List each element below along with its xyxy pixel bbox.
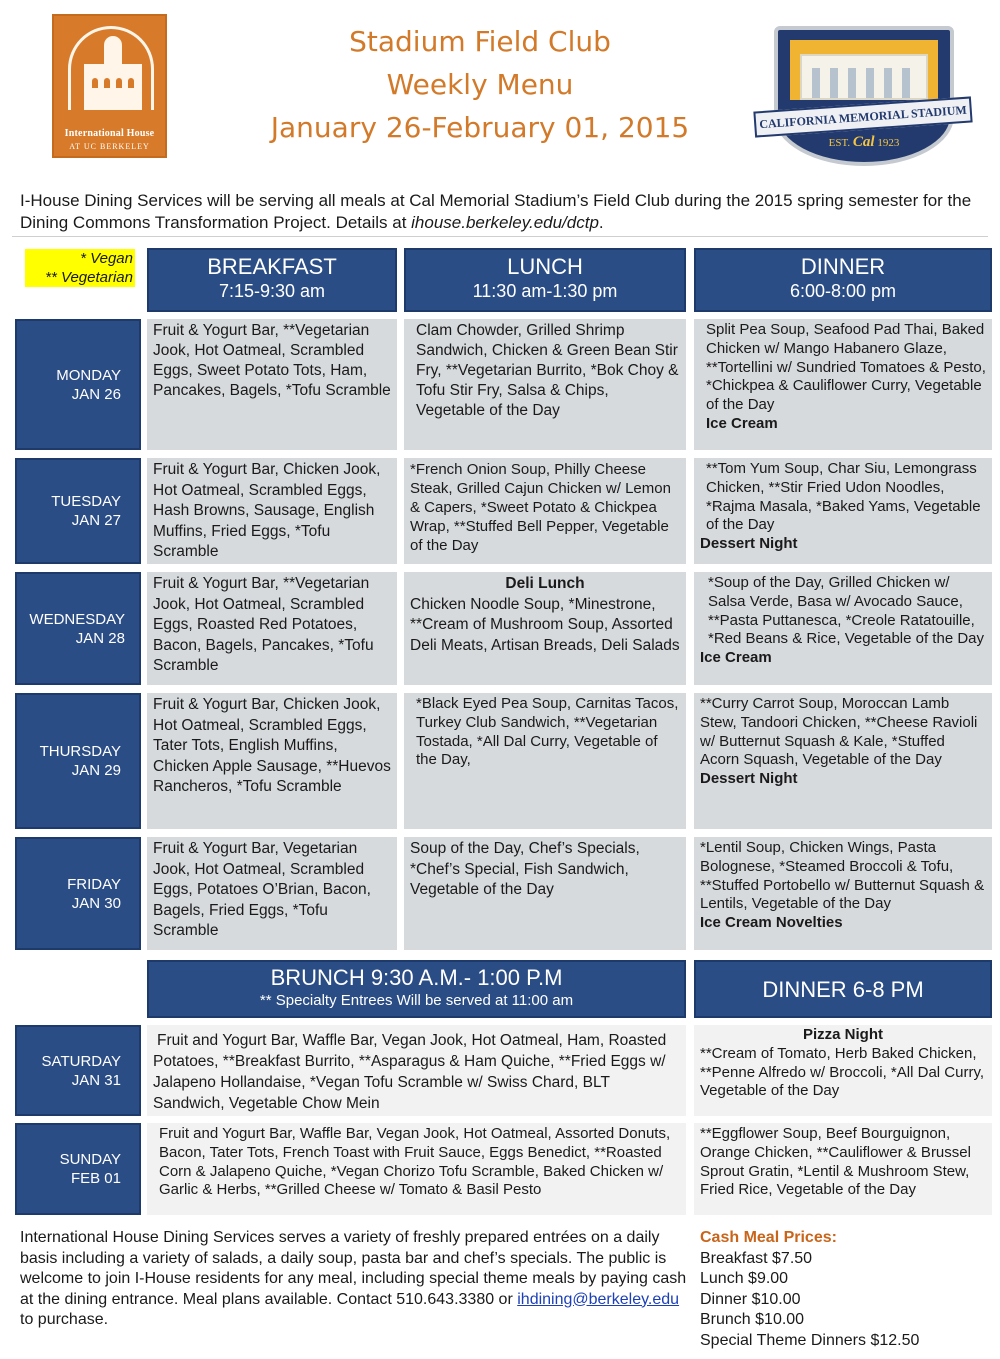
dinner-friday: *Lentil Soup, Chicken Wings, Pasta Bolognese, *Steamed Broccoli & Tofu, **Stuffed Portobello w/ Butternut Squash & Lentils, Vegetable of the Day Ice Cream Novelties — [694, 837, 992, 950]
day-saturday: SATURDAY JAN 31 — [15, 1025, 141, 1116]
breakfast-thursday: Fruit & Yogurt Bar, Chicken Jook, Hot Oatmeal, Scrambled Eggs, Tater Tots, English Muffins, Chicken Apple Sausage, **Huevos Rancheros, *Tofu Scramble — [147, 693, 397, 829]
day-tuesday: TUESDAY JAN 27 — [15, 458, 141, 564]
intro-text: I-House Dining Services will be serving all meals at Cal Memorial Stadium’s Field Club during the 2015 spring semester for the Dining Commons Transformation Project. Details at ihouse.berkeley.edu/dctp. — [20, 191, 972, 232]
brunch-sunday: Fruit and Yogurt Bar, Waffle Bar, Vegan Jook, Hot Oatmeal, Assorted Donuts, Bacon, Tater Tots, French Toast with Fruit Sauce, Eggs Benedict, **Roasted Corn & Jalapeno Quiche, *Vegan Chorizo Tofu Scramble, Baked Chicken w/ Garlic & Herbs, **Grilled Cheese w/ Tomato & Basil Pesto — [147, 1123, 686, 1215]
prices-title: Cash Meal Prices: — [700, 1229, 837, 1246]
date-range: January 26-February 01, 2015 — [270, 111, 690, 144]
dinner-thursday: **Curry Carrot Soup, Moroccan Lamb Stew, Tandoori Chicken, **Cheese Ravioli w/ Butternut Squash & Kale, *Stuffed Acorn Squash, Vegetable of the Day Dessert Night — [694, 693, 992, 829]
legend-vegan: * Vegan — [25, 249, 135, 268]
lunch-tuesday: *French Onion Soup, Philly Cheese Steak, Grilled Cajun Chicken w/ Lemon & Capers, *Sweet Potato & Chickpea Wrap, **Stuffed Bell Pepper, Vegetable of the Day — [404, 458, 686, 564]
dinner-wednesday: *Soup of the Day, Grilled Chicken w/ Salsa Verde, Basa w/ Avocado Sauce, **Pasta Puttanesca, *Creole Ratatouille, *Red Beans & Rice, Vegetable of the Day Ice Cream — [694, 572, 992, 685]
day-wednesday: WEDNESDAY JAN 28 — [15, 572, 141, 685]
header-breakfast: BREAKFAST 7:15-9:30 am — [147, 248, 397, 312]
dinner-tuesday: **Tom Yum Soup, Char Siu, Lemongrass Chicken, **Stir Fried Udon Noodles, *Rajma Masala, *Baked Yams, Vegetable of the Day Dessert Night — [694, 458, 992, 564]
day-sunday: SUNDAY FEB 01 — [15, 1123, 141, 1215]
price-dinner: Dinner $10.00 — [700, 1290, 801, 1308]
brunch-saturday: Fruit and Yogurt Bar, Waffle Bar, Vegan Jook, Hot Oatmeal, Ham, Roasted Potatoes, **Breakfast Burrito, **Asparagus & Ham Quiche, **Fried Eggs w/ Jalapeno Hollandaise, *Vegan Tofu Scramble w/ Swiss Chard, BLT Sandwich, Vegetable Chow Mein — [147, 1025, 686, 1116]
stadium-banner: CALIFORNIA MEMORIAL STADIUM — [753, 96, 972, 137]
price-special-theme: Special Theme Dinners $12.50 — [700, 1331, 920, 1349]
brunch-note: ** Specialty Entrees Will be served at 11:00 am — [259, 992, 574, 1009]
lunch-wednesday: Deli Lunch Chicken Noodle Soup, *Minestrone, **Cream of Mushroom Soup, Assorted Deli Meats, Artisan Breads, Deli Salads — [404, 572, 686, 685]
divider — [12, 236, 988, 237]
header-brunch: BRUNCH 9:30 A.M.- 1:00 P.M ** Specialty Entrees Will be served at 11:00 am — [147, 960, 686, 1018]
lunch-thursday: *Black Eyed Pea Soup, Carnitas Tacos, Turkey Club Sandwich, **Vegetarian Tostada, *All Dal Curry, Vegetable of the Day, — [404, 693, 686, 829]
page-title: Stadium Field Club — [349, 25, 611, 58]
header-dinner: DINNER 6:00-8:00 pm — [694, 248, 992, 312]
price-breakfast: Breakfast $7.50 — [700, 1249, 813, 1267]
breakfast-friday: Fruit & Yogurt Bar, Vegetarian Jook, Hot Oatmeal, Scrambled Eggs, Potatoes O’Brian, Bacon, Bagels, Fried Eggs, *Tofu Scramble — [147, 837, 397, 950]
header-weekend-dinner: DINNER 6-8 PM — [694, 960, 992, 1018]
stadium-est: EST. Cal 1923 — [828, 134, 900, 150]
breakfast-tuesday: Fruit & Yogurt Bar, Chicken Jook, Hot Oatmeal, Scrambled Eggs, Hash Browns, Sausage, English Muffins, Fried Eggs, *Tofu Scramble — [147, 458, 397, 564]
diet-legend — [25, 249, 135, 287]
breakfast-wednesday: Fruit & Yogurt Bar, **Vegetarian Jook, Hot Oatmeal, Scrambled Eggs, Roasted Red Potatoes, Bacon, Bagels, Pancakes, *Tofu Scramble — [147, 572, 397, 685]
dinner-monday: Split Pea Soup, Seafood Pad Thai, Baked Chicken w/ Mango Habanero Glaze, **Tortellini w/ Sundried Tomatoes & Pesto, *Chickpea & Cauliflower Curry, Vegetable of the Day Ice Cream — [694, 319, 992, 450]
day-monday: MONDAY JAN 26 — [15, 319, 141, 450]
price-lunch: Lunch $9.00 — [700, 1270, 789, 1287]
lunch-friday: Soup of the Day, Chef’s Specials, *Chef’s Special, Fish Sandwich, Vegetable of the Day — [404, 837, 686, 950]
header-lunch: LUNCH 11:30 am-1:30 pm — [404, 248, 686, 312]
international-house-logo — [52, 14, 167, 158]
page-subtitle: Weekly Menu — [386, 68, 574, 101]
footer-info: International House Dining Services serves a variety of freshly prepared entrées on a daily basis including a variety of salads, a daily soup, pasta bar and chef’s specials. The public is welcome to join I-House residents for any meal, including special theme meals by paying cash at the dining entrance. Meal plans available. Contact 510.643.3380 or ihdining@berkeley.edu to purchase. — [20, 1229, 687, 1328]
logo-line-1: International House — [64, 128, 155, 139]
day-thursday: THURSDAY JAN 29 — [15, 693, 141, 829]
legend-vegetarian: ** Vegetarian — [25, 268, 135, 287]
cash-meal-prices — [700, 1228, 990, 1351]
lunch-monday: Clam Chowder, Grilled Shrimp Sandwich, Chicken & Green Bean Stir Fry, **Vegetarian Burrito, *Bok Choy & Tofu Stir Fry, Salsa & Chips, Vegetable of the Day — [404, 319, 686, 450]
dinner-saturday: Pizza Night **Cream of Tomato, Herb Baked Chicken, **Penne Alfredo w/ Broccoli, *All Dal Curry, Vegetable of the Day — [694, 1025, 992, 1116]
logo-line-2: AT UC BERKELEY — [69, 142, 150, 151]
price-brunch: Brunch $10.00 — [700, 1311, 805, 1328]
california-memorial-stadium-logo — [754, 26, 972, 172]
intro-link[interactable]: ihouse.berkeley.edu/dctp — [411, 213, 599, 232]
breakfast-monday: Fruit & Yogurt Bar, **Vegetarian Jook, Hot Oatmeal, Scrambled Eggs, Sweet Potato Tots, Ham, Pancakes, Bagels, *Tofu Scramble — [147, 319, 397, 450]
email-link[interactable]: ihdining@berkeley.edu — [517, 1290, 680, 1308]
day-friday: FRIDAY JAN 30 — [15, 837, 141, 950]
dinner-sunday: **Eggflower Soup, Beef Bourguignon, Orange Chicken, **Cauliflower & Brussel Sprout Gratin, *Lentil & Mushroom Stew, Fried Rice, Vegetable of the Day — [694, 1123, 992, 1215]
